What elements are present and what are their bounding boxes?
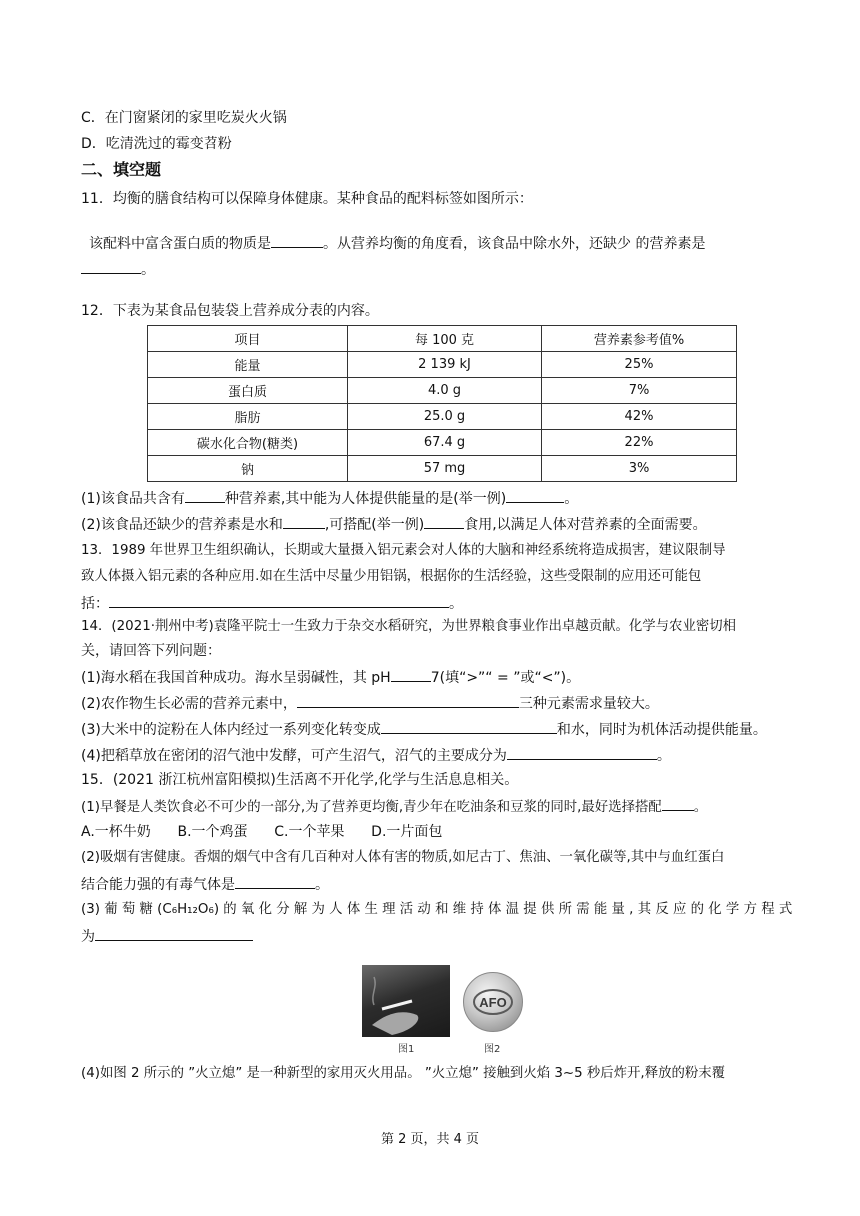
q13-line2: 致人体摄入铝元素的各种应用.如在生活中尽量少用铝锅，根据你的生活经验，这些受限制的应用还可能包 — [81, 569, 702, 584]
table-cell: 4.0 g — [348, 378, 542, 404]
q14-blank-4[interactable] — [507, 745, 657, 760]
table-cell: 22% — [542, 430, 737, 456]
nutrition-table — [147, 325, 737, 482]
q12-part2: (2)该食品还缺少的营养素是水和 ,可搭配(举一例) 食用,以满足人体对营养素的全面需要。 — [81, 514, 800, 535]
option-d: D．吃清洗过的霉变苕粉 — [81, 136, 232, 152]
table-header: 每 100 克 — [348, 326, 542, 352]
q15-choices: A.一杯牛奶 B.一个鸡蛋 C.一个苹果 D.一片面包 — [81, 824, 443, 840]
table-cell: 能量 — [148, 352, 348, 378]
fig2-logo-text: AFO — [479, 995, 507, 1010]
q15-part4-line1: (4)如图 2 所示的 ”火立熄” 是一种新型的家用灭火用品。 ”火立熄” 接触到火焰 3~5 秒后炸开,释放的粉末覆 — [81, 1066, 726, 1081]
figure-2-caption: 图2 — [484, 1044, 501, 1055]
q12-blank-2[interactable] — [506, 488, 564, 503]
table-cell: 脂肪 — [148, 404, 348, 430]
q14-blank-1[interactable] — [391, 667, 431, 682]
table-row — [148, 352, 737, 378]
table-cell: 42% — [542, 404, 737, 430]
q11-line2: 该配料中富含蛋白质的物质是 。从营养均衡的角度看，该食品中除水外，还缺少 的营养素是 — [89, 233, 800, 254]
q12-blank-4[interactable] — [424, 514, 464, 529]
q15-blank-2[interactable] — [235, 874, 315, 889]
q14-part4: (4)把稻草放在密闭的沼气池中发酵，可产生沼气，沼气的主要成分为 。 — [81, 745, 800, 766]
q12-blank-1[interactable] — [185, 488, 225, 503]
q14-part2: (2)农作物生长必需的营养元素中， 三种元素需求量较大。 — [81, 693, 800, 714]
q15-part1: (1)早餐是人类饮食必不可少的一部分,为了营养更均衡,青少年在吃油条和豆浆的同时,最好选择搭配 。 — [81, 796, 800, 818]
table-cell: 57 mg — [348, 456, 542, 482]
figure-1-smoking-photo — [362, 965, 450, 1037]
figure-2-fire-extinguisher-ball — [463, 972, 523, 1032]
q15-blank-3[interactable] — [95, 926, 253, 941]
cigarette-hand-icon — [362, 965, 450, 1037]
q12-intro: 12．下表为某食品包装袋上营养成分表的内容。 — [81, 303, 379, 319]
q15-line1: 15．(2021 浙江杭州富阳模拟)生活离不开化学,化学与生活息息相关。 — [81, 772, 519, 788]
q13-line1: 13．1989 年世界卫生组织确认，长期或大量摄入铝元素会对人体的大脑和神经系统将造成损害，建议限制导 — [81, 543, 726, 558]
q15-part3-line2: 为 — [81, 926, 800, 947]
fire-extinguisher-ball-icon — [464, 973, 522, 1031]
section-title: 二、填空题 — [81, 160, 162, 179]
option-c: C．在门窗紧闭的家里吃炭火火锅 — [81, 110, 287, 126]
q13-line3: 括： 。 — [81, 593, 800, 614]
q11-line1: 11．均衡的膳食结构可以保障身体健康。某种食品的配料标签如图所示： — [81, 191, 533, 207]
q12-part1: (1)该食品共含有 种营养素,其中能为人体提供能量的是(举一例) 。 — [81, 488, 800, 509]
table-header: 项目 — [148, 326, 348, 352]
table-cell: 碳水化合物(糖类) — [148, 430, 348, 456]
q11-blank-1[interactable] — [271, 233, 323, 248]
table-row — [148, 378, 737, 404]
q14-part1: (1)海水稻在我国首种成功。海水呈弱碱性，其 pH 7(填“>”“ = ”或“<”)。 — [81, 667, 800, 688]
q15-part2-line1: (2)吸烟有害健康。香烟的烟气中含有几百种对人体有害的物质,如尼古丁、焦油、一氧化碳等,其中与血红蛋白 — [81, 850, 725, 865]
q15-blank-1[interactable] — [662, 796, 694, 811]
table-cell: 25.0 g — [348, 404, 542, 430]
q11-line3: 。 — [81, 259, 800, 280]
table-cell: 2 139 kJ — [348, 352, 542, 378]
table-row — [148, 404, 737, 430]
table-cell: 钠 — [148, 456, 348, 482]
table-cell: 7% — [542, 378, 737, 404]
table-header: 营养素参考值% — [542, 326, 737, 352]
q14-part3: (3)大米中的淀粉在人体内经过一系列变化转变成 和水，同时为机体活动提供能量。 — [81, 719, 800, 740]
table-row — [148, 430, 737, 456]
q14-blank-2[interactable] — [297, 693, 519, 708]
q13-blank[interactable] — [109, 593, 449, 608]
q12-blank-3[interactable] — [283, 514, 325, 529]
table-row — [148, 456, 737, 482]
table-cell: 25% — [542, 352, 737, 378]
table-cell: 蛋白质 — [148, 378, 348, 404]
table-cell: 67.4 g — [348, 430, 542, 456]
q14-line2: 关，请回答下列问题： — [81, 643, 221, 659]
table-header-row — [148, 326, 737, 352]
table-cell: 3% — [542, 456, 737, 482]
figure-1-caption: 图1 — [398, 1044, 415, 1055]
q14-blank-3[interactable] — [381, 719, 557, 734]
q11-blank-2[interactable] — [81, 259, 141, 274]
q15-part2-line2: 结合能力强的有毒气体是 。 — [81, 874, 800, 895]
q15-part3-line1: (3) 葡 萄 糖 (C₆H₁₂O₆) 的 氧 化 分 解 为 人 体 生 理 活 动 和 维 持 体 温 提 供 所 需 能 量 , 其 反 应 的 化 学 方 程 式 — [81, 902, 793, 917]
page-footer: 第 2 页，共 4 页 — [380, 1132, 480, 1147]
q14-line1: 14．(2021·荆州中考)袁隆平院士一生致力于杂交水稻研究，为世界粮食事业作出卓越贡献。化学与农业密切相 — [81, 619, 737, 634]
